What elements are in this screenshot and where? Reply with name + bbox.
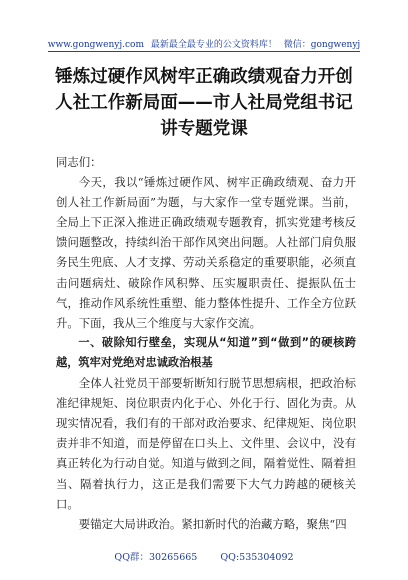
page-header [0, 37, 408, 50]
body-paragraph: 全体人社党员干部要斩断知行脱节思想病根，把政治标准纪律规矩、岗位职责内化于心、外化于行、固化为责。从现实情况看，我们有的干部对政治要求、纪律规矩、岗位职责并非不知道，而是停留在口头上、文件里、会议中，没有真正转化为行动自觉。知道与做到之间，隔着觉性、隔着担当、隔着执行力，这正是我们需要下大气力跨越的硬核关口。 [56, 376, 356, 511]
section-heading: 一、破除知行壁垒，实现从“知道”到“做到”的硬核跨越，筑牢对党绝对忠诚政治根基 [56, 335, 356, 369]
intro-paragraph: 今天，我以“锤炼过硬作风、树牢正确政绩观、奋力开创人社工作新局面”为题，与大家作一堂专题党课。当前，全局上下正深入推进正确政绩观专题教育，抓实党建考核反馈问题整改，持续纠治干部作风突出问题。人社部门肩负服务民生兜底、人才支撑、劳动关系稳定的重要职能，必须直击问题病灶、破除作风积弊、压实履职责任、提振队伍士气，推动作风系统性重塑、能力整体性提升、工作全方位跃升。下面，我从三个维度与大家作交流。 [56, 175, 356, 330]
footer-qq-group: QQ群：30265665 [114, 552, 198, 563]
page-footer [0, 549, 408, 563]
document-title: 锤炼过硬作风树牢正确政绩观奋力开创人社工作新局面——市人社局党组书记讲专题党课 [55, 67, 353, 139]
header-wechat: 微信：gongwenyj [283, 40, 361, 50]
salutation: 同志们： [56, 155, 102, 169]
header-divider [48, 51, 360, 52]
header-slogan: 最新最全最专业的公文资料库！ [150, 40, 277, 50]
footer-qq: QQ:535304092 [220, 552, 294, 563]
body-paragraph: 要锚定大局讲政治。紧扣新时代的治藏方略，聚焦“四 [78, 516, 347, 531]
document-body [56, 152, 356, 534]
header-site-link[interactable]: www.gongwenyj.com [47, 40, 144, 50]
